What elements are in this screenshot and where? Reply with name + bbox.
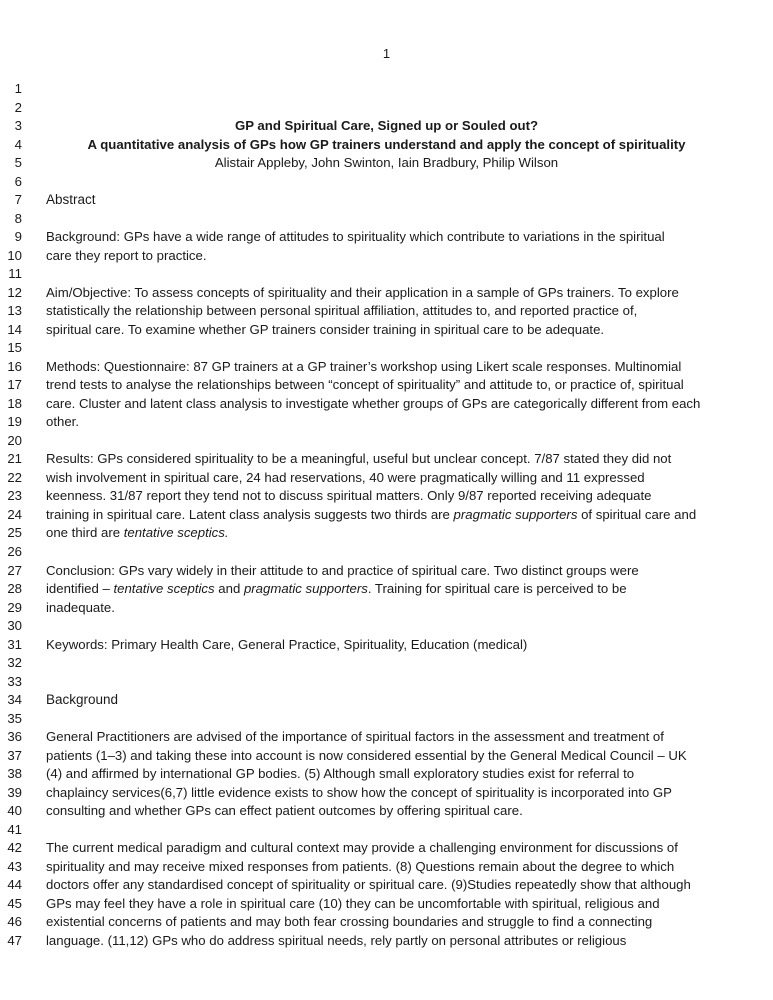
line-text (46, 487, 652, 505)
line-text (46, 932, 626, 950)
text-segment: one third are (46, 525, 124, 541)
line-text (46, 413, 79, 431)
text-segment: Background (46, 692, 119, 708)
line-text (46, 358, 681, 376)
text-line (0, 839, 773, 857)
line-text (46, 599, 115, 617)
text-segment: The current medical paradigm and cultural context may provide a challenging environment for discussions of (46, 840, 678, 856)
text-line (0, 228, 773, 246)
text-segment: statistically the relationship between personal spiritual affiliation, attitudes to, and reported practice of, (46, 303, 638, 319)
text-line (0, 636, 773, 654)
text-line (0, 747, 773, 765)
text-line (0, 117, 773, 135)
line-text (46, 691, 118, 709)
text-segment: A quantitative analysis of GPs how GP trainers understand and apply the concept of spirituality (87, 136, 686, 152)
text-segment: Conclusion: GPs vary widely in their attitude to and practice of spiritual care. Two distinct groups were (46, 562, 639, 578)
line-number: 33 (7, 673, 22, 689)
text-segment: . Training for spiritual care is perceived to be (367, 581, 627, 597)
line-number: 4 (14, 136, 22, 152)
text-segment: keenness. 31/87 report they tend not to discuss spiritual matters. Only 9/87 reported receiving adequate (46, 488, 652, 504)
italic-text: tentative sceptics (113, 581, 215, 597)
line-text (46, 858, 674, 876)
line-text (46, 524, 229, 542)
line-number: 6 (14, 173, 22, 189)
line-text (46, 284, 679, 302)
line-number: 31 (7, 636, 22, 652)
text-line (0, 432, 773, 450)
section-heading-line (0, 191, 773, 209)
line-number: 44 (7, 877, 22, 893)
text-line (0, 487, 773, 505)
text-line (0, 821, 773, 839)
text-line (0, 136, 773, 154)
text-segment: spirituality and may receive mixed responses from patients. (8) Questions remain about the degree to which (46, 858, 675, 874)
line-number: 43 (7, 858, 22, 874)
section-heading-line (0, 691, 773, 709)
line-text (46, 321, 604, 339)
line-number: 9 (14, 229, 22, 245)
text-line (0, 339, 773, 357)
text-line (0, 469, 773, 487)
italic-text: pragmatic supporters (453, 506, 578, 522)
line-number: 28 (7, 581, 22, 597)
line-text (46, 765, 634, 783)
line-number: 19 (7, 414, 22, 430)
text-line (0, 321, 773, 339)
text-segment: existential concerns of patients and may both fear crossing boundaries and struggle to find a connecting (46, 914, 653, 930)
line-number: 24 (7, 506, 22, 522)
line-number: 3 (14, 118, 22, 134)
italic-text: tentative sceptics. (123, 525, 229, 541)
text-line (0, 710, 773, 728)
line-text (46, 395, 700, 413)
text-segment: wish involvement in spiritual care, 24 had reservations, 40 were pragmatically willing and 11 expressed (46, 469, 645, 485)
line-number: 22 (7, 469, 22, 485)
text-line (0, 802, 773, 820)
line-text (46, 376, 684, 394)
line-text (46, 580, 627, 598)
text-segment: Results: GPs considered spirituality to be a meaningful, useful but unclear concept. 7/87 stated they did not (46, 451, 672, 467)
text-segment: Background: GPs have a wide range of attitudes to spirituality which contribute to variations in the spiritual (46, 229, 665, 245)
line-number: 41 (7, 821, 22, 837)
line-number: 16 (7, 358, 22, 374)
line-number: 35 (7, 710, 22, 726)
text-segment: GP and Spiritual Care, Signed up or Souled out? (234, 118, 539, 134)
line-number: 10 (7, 247, 22, 263)
line-number: 18 (7, 395, 22, 411)
line-text (46, 228, 665, 246)
text-segment: Keywords: Primary Health Care, General Practice, Spirituality, Education (medical) (46, 636, 528, 652)
line-text (0, 154, 773, 172)
text-line (0, 450, 773, 468)
line-text (46, 802, 523, 820)
line-number: 32 (7, 655, 22, 671)
line-number: 45 (7, 895, 22, 911)
text-line (0, 413, 773, 431)
line-number: 8 (14, 210, 22, 226)
line-text (46, 728, 664, 746)
line-text (46, 450, 671, 468)
line-text (0, 117, 773, 135)
text-line (0, 617, 773, 635)
line-number: 26 (7, 544, 22, 559)
text-line (0, 80, 773, 98)
page-number: 1 (382, 46, 391, 61)
text-segment: Alistair Appleby, John Swinton, Iain Bradbury, Philip Wilson (214, 155, 559, 171)
line-text (46, 191, 96, 209)
text-segment: care they report to practice. (46, 247, 207, 263)
text-line (0, 265, 773, 283)
line-number: 47 (7, 932, 22, 948)
text-line (0, 395, 773, 413)
line-text (46, 784, 672, 802)
text-segment: other. (46, 414, 79, 430)
line-number: 37 (7, 747, 22, 763)
text-line (0, 302, 773, 320)
text-segment: identified – (46, 581, 114, 597)
text-line (0, 376, 773, 394)
line-text (46, 747, 687, 765)
text-line (0, 765, 773, 783)
line-number: 20 (7, 432, 22, 448)
line-number: 38 (7, 766, 22, 782)
line-number: 27 (7, 562, 22, 578)
text-segment: chaplaincy services(6,7) little evidence exists to show how the concept of spirituality is incorporated into GP (46, 784, 672, 800)
line-number: 46 (7, 914, 22, 930)
text-segment: training in spiritual care. Latent class analysis suggests two thirds are (46, 506, 454, 522)
line-number: 1 (14, 81, 22, 96)
text-line (0, 210, 773, 228)
line-number: 15 (7, 340, 22, 356)
line-number: 14 (7, 321, 22, 337)
text-line (0, 99, 773, 117)
text-line (0, 284, 773, 302)
text-line (0, 876, 773, 894)
line-number: 39 (7, 784, 22, 800)
text-line (0, 358, 773, 376)
text-segment: inadequate. (46, 599, 115, 615)
text-segment: Methods: Questionnaire: 87 GP trainers at a GP trainer’s workshop using Likert scale responses. Multinomial (46, 358, 682, 374)
text-segment: spiritual care. To examine whether GP trainers consider training in spiritual care to be adequate. (46, 321, 605, 337)
text-segment: and (214, 581, 244, 597)
text-line (0, 784, 773, 802)
text-segment: doctors offer any standardised concept of spirituality or spiritual care. (9)Studies repeatedly show that although (46, 877, 691, 893)
line-text (46, 506, 696, 524)
text-line (0, 543, 773, 561)
text-segment: consulting and whether GPs can effect patient outcomes by offering spiritual care. (46, 803, 523, 819)
line-number: 34 (7, 692, 22, 708)
line-number: 17 (7, 377, 22, 393)
text-line (0, 895, 773, 913)
line-text (46, 562, 639, 580)
text-line (0, 562, 773, 580)
line-number: 42 (7, 840, 22, 856)
line-number: 2 (14, 99, 22, 115)
line-text (46, 636, 527, 654)
line-number: 13 (7, 303, 22, 319)
text-segment: Aim/Objective: To assess concepts of spirituality and their application in a sample of GPs trainers. To explore (46, 284, 679, 300)
text-line (0, 599, 773, 617)
text-segment: patients (1–3) and taking these into account is now considered essential by the General Medical Council – UK (46, 747, 687, 763)
line-number: 7 (14, 192, 22, 208)
line-number: 5 (14, 155, 22, 171)
line-number: 30 (7, 618, 22, 634)
text-segment: care. Cluster and latent class analysis to investigate whether groups of GPs are categorically different from each (46, 395, 701, 411)
text-line (0, 858, 773, 876)
text-line (0, 173, 773, 191)
line-number: 40 (7, 803, 22, 819)
line-number: 21 (7, 451, 22, 467)
line-number: 23 (7, 488, 22, 504)
text-line (0, 506, 773, 524)
line-number: 11 (8, 266, 22, 282)
line-number: 25 (7, 525, 22, 541)
line-text (46, 302, 637, 320)
text-line (0, 932, 773, 950)
line-text (46, 839, 678, 857)
text-line (0, 580, 773, 598)
text-line (0, 524, 773, 542)
line-number: 29 (7, 599, 22, 615)
text-line (0, 154, 773, 172)
text-line (0, 247, 773, 265)
text-line (0, 654, 773, 672)
text-segment: GPs may feel they have a role in spiritual care (10) they can be uncomfortable with spiritual, religious and (46, 895, 660, 911)
line-text (46, 469, 645, 487)
line-text (0, 136, 773, 154)
text-segment: (4) and affirmed by international GP bodies. (5) Although small exploratory studies exist for referral to (46, 766, 635, 782)
text-line (0, 673, 773, 691)
line-number: 12 (7, 284, 22, 300)
italic-text: pragmatic supporters (243, 581, 368, 597)
line-text (46, 895, 660, 913)
text-line (0, 728, 773, 746)
text-segment: General Practitioners are advised of the importance of spiritual factors in the assessment and treatment of (46, 729, 664, 745)
line-text (46, 247, 207, 265)
line-text (46, 876, 691, 894)
text-segment: of spiritual care and (577, 506, 697, 522)
line-number: 36 (7, 729, 22, 745)
text-segment: trend tests to analyse the relationships between “concept of spirituality” and attitude to, or practice of, spiritual (46, 377, 684, 393)
line-text (46, 913, 652, 931)
text-segment: Abstract (46, 192, 96, 208)
text-segment: language. (11,12) GPs who do address spiritual needs, rely partly on personal attributes or religious (46, 932, 627, 948)
text-line (0, 913, 773, 931)
